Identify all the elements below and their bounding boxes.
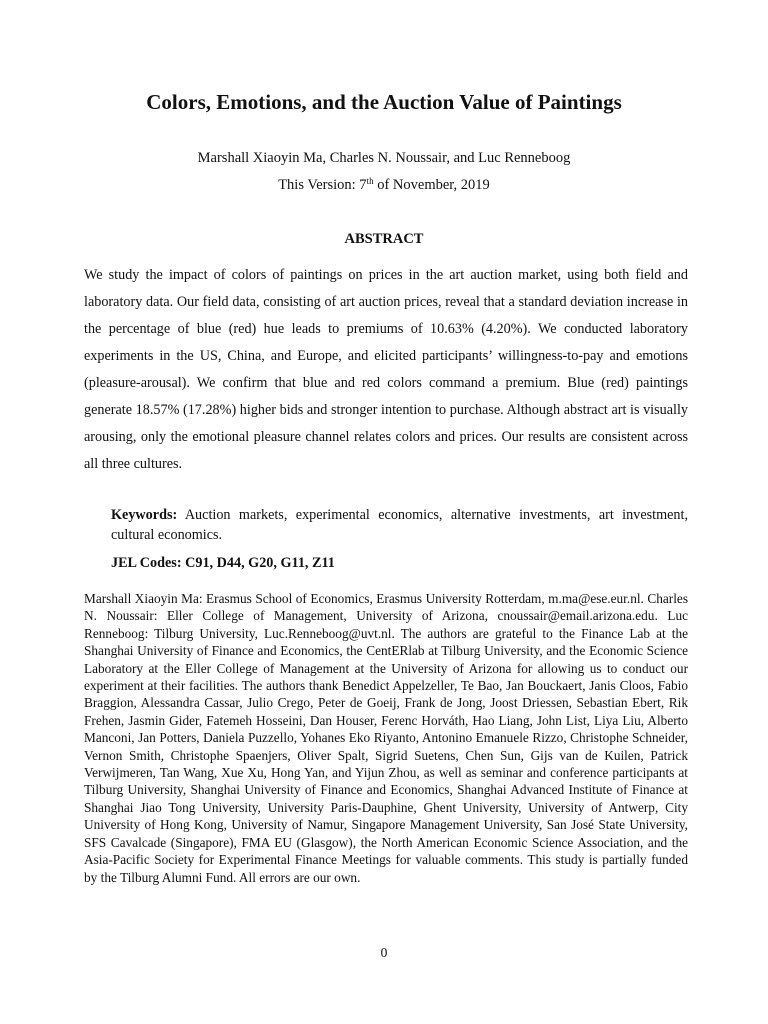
author-footnote: Marshall Xiaoyin Ma: Erasmus School of Economics, Erasmus University Rotterdam, m.ma@ese.eur.nl. Charles N. Noussair: Eller College of Management, University of Arizona, cnoussair@email.arizona.edu. Luc Renneboog: Tilburg University, Luc.Renneboog@uvt.nl. The authors are grateful to the Finance Lab at the Shanghai University of Finance and Economics, the CentERlab at Tilburg University, and the Economic Science Laboratory at the Eller College of Management at the University of Arizona for allowing us to conduct our experiment at their facilities. The authors thank Benedict Appelzeller, Te Bao, Jan Bouckaert, Janis Cloos, Fabio Braggion, Alessandra Cassar, Julio Crego, Peter de Goeij, Frank de Jong, Joost Driessen, Sebastian Ebert, Rik Frehen, Jasmin Gider, Fatemeh Hosseini, Dan Houser, Ferenc Horváth, Hao Liang, John List, Liya Liu, Alberto Manconi, Jan Potters, Daniela Puzzello, Yohanes Eko Riyanto, Antonino Emanuele Rizzo, Christophe Schneider, Vernon Smith, Christophe Spaenjers, Oliver Spalt, Sigrid Suetens, Chen Sun, Gijs van de Kuilen, Patrick Verwijmeren, Tan Wang, Xue Xu, Hong Yan, and Yijun Zhou, as well as seminar and conference participants at Tilburg University, Shanghai University of Finance and Economics, Shanghai Advanced Institute of Finance at Shanghai Jiao Tong University, University Paris-Dauphine, Ghent University, University of Antwerp, City University of Hong Kong, University of Namur, Singapore Management University, San José State University, SFS Cavalcade (Singapore), FMA EU (Glasgow), the North American Economic Science Association, and the Asia-Pacific Society for Experimental Finance Meetings for valuable comments. This study is partially funded by the Tilburg Alumni Fund. All errors are our own. (84, 591, 688, 885)
paper-version (0, 177, 768, 194)
version-superscript: th (366, 176, 374, 186)
paper-title: Colors, Emotions, and the Auction Value of Paintings (146, 90, 622, 114)
page-number: 0 (380, 945, 388, 960)
jel-label: JEL Codes: C91, D44, G20, G11, Z11 (111, 555, 335, 571)
paper-authors: Marshall Xiaoyin Ma, Charles N. Noussair, and Luc Renneboog (197, 150, 571, 166)
abstract-text: We study the impact of colors of paintings on prices in the art auction market, using both field and laboratory data. Our field data, consisting of art auction prices, reveal that a standard deviation increase in the percentage of blue (red) hue leads to premiums of 10.63% (4.20%). We conducted laboratory experiments in the US, China, and Europe, and elicited participants’ willingness-to-pay and emotions (pleasure-arousal). We confirm that blue and red colors command a premium. Blue (red) paintings generate 18.57% (17.28%) higher bids and stronger intention to purchase. Although abstract art is visually arousing, only the emotional pleasure channel relates colors and prices. Our results are consistent across all three cultures. (84, 267, 688, 472)
keywords-text: Auction markets, experimental economics, alternative investments, art investment, cultural economics. (111, 507, 688, 543)
abstract-heading: ABSTRACT (344, 231, 424, 247)
keywords-label: Keywords: (111, 507, 178, 523)
keywords (111, 505, 688, 545)
version-prefix: This Version: 7 (278, 177, 367, 193)
version-suffix: of November, 2019 (373, 177, 490, 193)
jel-codes (111, 555, 688, 572)
